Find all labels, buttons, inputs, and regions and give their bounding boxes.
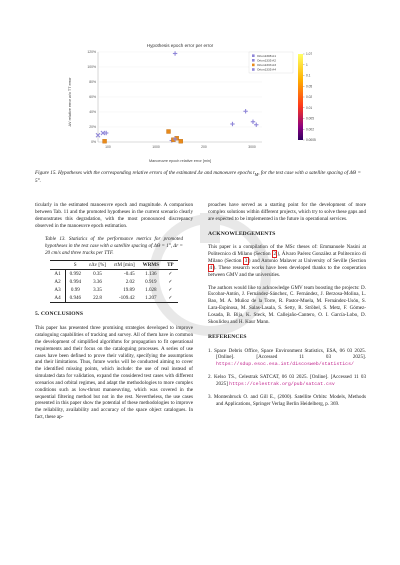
table-cell: 22.8 xyxy=(85,294,110,303)
table-cell: 1.028 xyxy=(145,286,157,293)
y-tick-label: 40% xyxy=(89,110,96,115)
table-cell: A3 xyxy=(50,286,65,294)
table-cell: 1.136 xyxy=(145,270,157,277)
table-cell: A2 xyxy=(50,278,65,286)
chart-title: Hypothesis epoch error per error xyxy=(146,43,214,48)
acknowledgements-paragraph: This paper is a compilation of the MSc theses of: Emmanuele Nasini at Politecnico di Milano (Section 2 ), Álvaro Paérez González at Politecnico di Milano (Section 3 ) and Antonio Malaver at University of Seville (Section 4 ). These research works have been developed thanks to the cooperation between GMV and the universities. xyxy=(208,244,366,278)
legend-label: Orion1333 A3 xyxy=(257,63,276,67)
legend-swatch xyxy=(252,68,255,71)
reference-url-link[interactable]: https://celestrak.org/pub/satcat.csv xyxy=(229,381,335,387)
x-tick-label: 3000 xyxy=(248,145,256,149)
x-tick-label: 1000 xyxy=(152,145,160,149)
table-header-cell: εtM [min] xyxy=(110,261,139,270)
legend-label: Orion1335 A4 xyxy=(257,67,276,72)
y-tick-label: 120% xyxy=(87,50,96,55)
table-cell: 0.946 xyxy=(65,294,85,303)
section-ref-link[interactable]: 2 xyxy=(273,251,276,258)
acknowledgements-team-paragraph: The authors would like to acknowledge GMV team boosting the projects: D. Escobar-Antón, J. Fernández-Sánchez, C. Fernández, J. Berzosa-Molina, L. Bao, M. A. Muñoz de la Torre, R. Pastor-Muela, M. Fernández-Usón, S. Lara-Espinosa, M. Salas-Lasala, S. Setty, R. Ströbel, S. Metz, F. Gómez-Losada, B. Bija, K. Steck, M. Callejaño-Cantero, O. I. García-Lobo, D. Skoulidou and H. Kaur Mann. xyxy=(208,284,366,325)
legend-swatch xyxy=(252,54,255,57)
table-cell: ✓ xyxy=(163,294,178,303)
table-cell: 1.207 xyxy=(139,294,163,303)
data-point xyxy=(243,109,247,113)
y-tick-label: 0% xyxy=(91,140,96,145)
y-tick-label: 20% xyxy=(89,125,96,130)
reference-url-link[interactable]: https://sdup.esoc.esa.int/discosweb/statistics/ xyxy=(216,362,354,368)
x-tick-label: 200 xyxy=(201,145,207,149)
legend-label: Orion1335 A2 xyxy=(257,58,276,63)
colorbar-tick-label: 0.1 xyxy=(306,73,311,78)
table-cell: A4 xyxy=(50,294,65,303)
conclusions-paragraph: This paper has presented three promising strategies developed to improve cataloguing capabilities of tracking and survey. All of them have in common the development of simplified algorithms for propagation to fit operational requirements and their focus on the cataloguing processes. A series of use cases have been defined to prove their validity, specifying the assumptions and their limitations. Thus, future works will be conducted aiming to cover the identified missing points, which include: the use of real instead of simulated data for validation, expand the considered test cases with different scenarios and orbital regimes, and adapt the methodologies to more complex conditions such as low-thrust manoeuvring, which was covered in the sequential filtering method but not in the rest. Nevertheless, the use cases presented in this paper show the potential of these methodologies to improve the reliability, availability and accuracy of the space object catalogues. In fact, these ap- xyxy=(35,325,193,421)
colorbar-tick-label: 1 xyxy=(306,62,308,67)
table-cell: 0.35 xyxy=(93,270,102,277)
colorbar-tick-label: 0.05 xyxy=(306,84,313,89)
conclusions-heading: 5. CONCLUSIONS xyxy=(35,311,84,318)
table-header-cell xyxy=(50,261,65,270)
table-caption: Table 13. Statistics of the performance metrics for promoted hypotheses in the test case with a satellite spacing of ΔΘ = 1°, Δr = 20 cm/s and three tracks per TTF. xyxy=(45,236,183,256)
section-ref-link[interactable]: 3 xyxy=(244,258,248,265)
table-cell: ✓ xyxy=(168,270,173,277)
colorbar-tick-label: 0.01 xyxy=(306,105,313,110)
continuation-paragraph: proaches have served as a starting point for the development of more complex solutions within different projects, which try to solve these gaps and are expected to be implemented in the future in operational services. xyxy=(208,202,366,222)
table-cell: 0.992 xyxy=(69,270,82,277)
table-cell: -0.45 xyxy=(124,270,135,277)
colorbar-tick-label: 0.0005 xyxy=(306,138,316,143)
colorbar-tick-label: 0.02 xyxy=(306,95,313,100)
colorbar-tick-label: 1.07 xyxy=(306,52,313,57)
data-point xyxy=(103,139,107,143)
table-cell: 3.36 xyxy=(93,278,102,285)
table-cell: A1 xyxy=(50,270,65,279)
colorbar-tick-label: 0.005 xyxy=(306,116,314,121)
table-cell: 19.89 xyxy=(123,286,135,293)
reference-list xyxy=(208,348,366,408)
table-cell: 3.35 xyxy=(93,286,102,293)
reference-item: 3. Montenbruck O. and Gill E., (2000). Satellite Orbits: Models, Methods and Applications, Springer Verlag Berlin Heidelberg, p. 369. xyxy=(208,393,366,407)
table-cell: 0.919 xyxy=(145,278,157,285)
colorbar xyxy=(298,52,316,142)
plot-area xyxy=(87,50,262,149)
table-cell: 0.994 xyxy=(69,278,82,285)
reference-item: 1. Space Debris Office, Space Environment Statistics, ESA, 06 03 2025. [Online]. [Accessed 11 03 2025]. https://sdup.esoc.esa.int/discosweb/statistics/ xyxy=(208,347,366,368)
table-header-cell: TP xyxy=(163,261,178,270)
legend-swatch xyxy=(252,59,255,62)
watermark-logo xyxy=(140,205,280,345)
table-cell: 2.02 xyxy=(125,278,135,285)
y-tick-label: 60% xyxy=(89,95,96,100)
reference-item: 2. Kelso TS., Celestrak SATCAT, 06 03 2025. [Online]. [Accessed 11 03 2025] https://celestrak.org/pub/satcat.csv xyxy=(208,374,366,387)
figure-caption: Figure 15. Hypotheses with the corresponding relative errors of the estimated Δv and manoeuvre epochs $t_M$, for the test case with a satellite spacing of ΔΘ = 5°. xyxy=(35,170,361,185)
table-header-cell: εΔv [%] xyxy=(85,261,110,270)
legend-label: Orion1308 A1 xyxy=(257,53,276,58)
table-header-cell: WRMS xyxy=(139,261,163,270)
data-point xyxy=(254,123,258,127)
legend-swatch xyxy=(252,64,255,67)
acknowledgements-heading: ACKNOWLEDGEMENTS xyxy=(208,230,276,237)
y-tick-label: 100% xyxy=(87,65,96,70)
intro-paragraph: ticularly in the estimated manoeuvre epoch and magnitude. A comparison between Tab. 11 and the promoted hypotheses in the current scenario clearly demonstrates this degradation, with the most pronounced discrepancy observed in the manoeuvre epoch estimation. xyxy=(35,202,193,229)
table-cell: -109.42 xyxy=(110,294,139,303)
section-ref-link[interactable]: 4 xyxy=(209,264,213,271)
figure-15-chart xyxy=(62,40,340,166)
table-cell: 0.99 xyxy=(70,286,80,293)
data-point xyxy=(251,120,255,124)
table-cell: ✓ xyxy=(168,278,173,285)
data-point xyxy=(179,139,183,143)
data-point xyxy=(167,130,171,134)
x-tick-label: 100 xyxy=(105,145,111,149)
colorbar-gradient-bar xyxy=(298,54,303,140)
colorbar-tick-label: 0.002 xyxy=(306,127,314,132)
table-cell: ✓ xyxy=(168,286,173,293)
table-header-cell: S xyxy=(65,261,85,270)
chart-legend xyxy=(249,52,293,73)
y-tick-label: 80% xyxy=(89,80,96,85)
x-axis-label: Manoeuvre epoch relative error [min] xyxy=(148,159,212,163)
data-point xyxy=(230,122,234,126)
references-heading: REFERENCES xyxy=(208,333,247,340)
y-axis-label: ΔV relative error w/o TT error xyxy=(68,77,72,127)
